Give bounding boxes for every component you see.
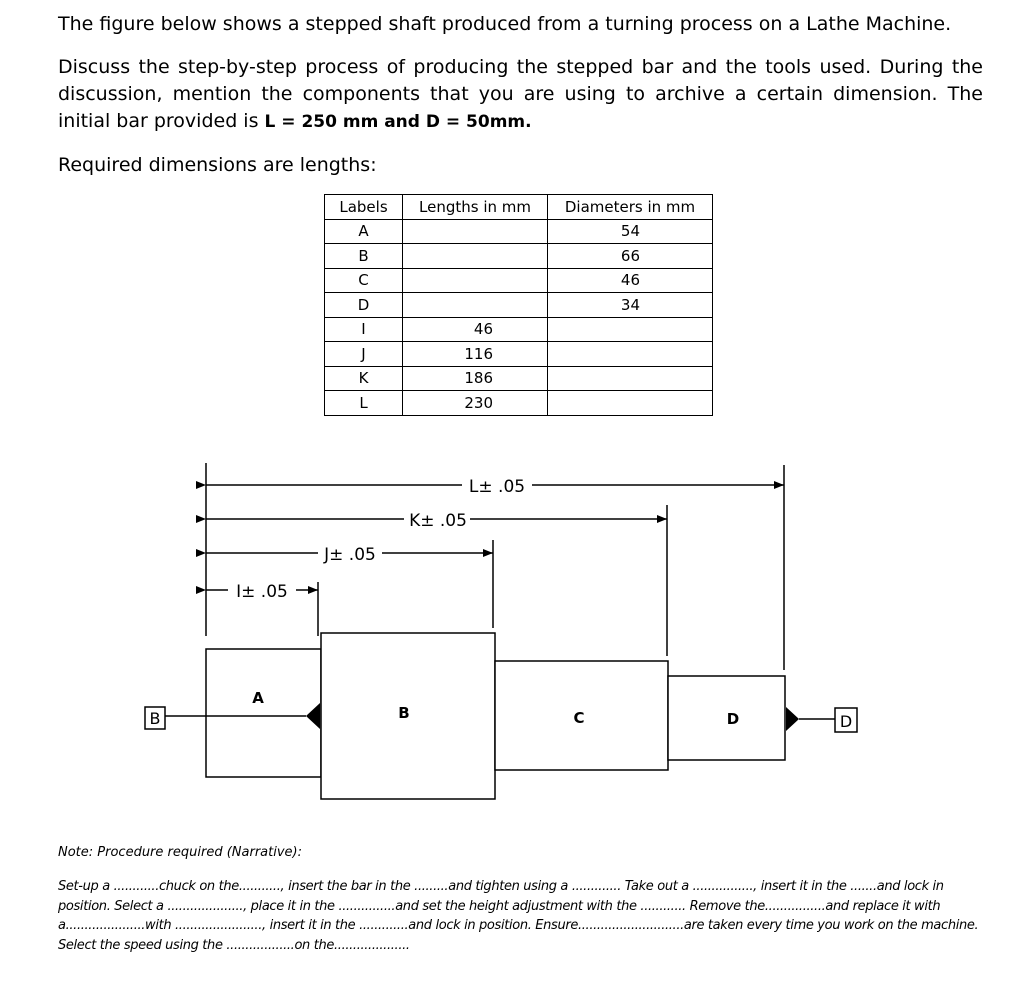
dim-label-i: I± .05 — [236, 582, 288, 602]
row-diameter: 46 — [548, 268, 713, 293]
row-diameter — [548, 366, 713, 391]
row-diameter: 54 — [548, 219, 713, 244]
table-header-row — [325, 195, 713, 220]
row-diameter — [548, 391, 713, 416]
header-diameters: Diameters in mm — [548, 195, 713, 220]
row-label: J — [325, 342, 403, 367]
row-label: C — [325, 268, 403, 293]
dim-label-j: J± .05 — [324, 545, 376, 565]
section-label-d: D — [726, 710, 740, 728]
row-length — [403, 244, 548, 269]
table-row — [325, 342, 713, 367]
dim-label-l: L± .05 — [468, 477, 526, 497]
shaft-section-a — [206, 649, 321, 777]
stepped-shaft-drawing — [0, 440, 1025, 840]
table-row — [325, 293, 713, 318]
intro-line: The figure below shows a stepped shaft produced from a turning process on a Lathe Machine. — [58, 13, 952, 35]
row-length — [403, 293, 548, 318]
dimensions-table — [324, 194, 713, 416]
header-lengths: Lengths in mm — [403, 195, 548, 220]
row-length: 46 — [403, 317, 548, 342]
datum-label-d: D — [839, 712, 853, 731]
discussion-paragraph — [58, 54, 983, 136]
discussion-text: Discuss the step-by-step process of producing the stepped bar and the tools used. During the discussion, mention the components that you are using to archive a certain dimension. The initial bar provided is — [58, 56, 983, 132]
row-diameter — [548, 317, 713, 342]
table-row — [325, 244, 713, 269]
table-row — [325, 366, 713, 391]
datum-label-b: B — [149, 709, 161, 728]
dim-label-k: K± .05 — [409, 511, 467, 531]
row-label: D — [325, 293, 403, 318]
note-body: Set-up a ............chuck on the..........., insert the bar in the .........and tighten using a ............. Take out a ................, insert it in the .......and lock in position. Select a ...................., place it in the ...............and set the height adjustment with the ............ Remove the................and replace it with a.....................with ......................., insert it in the .............and lock in position. Ensure............................are taken every time you work on the machine. Select the speed using the ..................on the.................... — [58, 879, 979, 953]
note-title: Note: Procedure required (Narrative): — [58, 845, 302, 860]
table-row — [325, 317, 713, 342]
row-length — [403, 268, 548, 293]
initial-bar-spec: L = 250 mm and D = 50mm. — [264, 112, 532, 132]
row-diameter: 34 — [548, 293, 713, 318]
row-label: B — [325, 244, 403, 269]
row-length — [403, 219, 548, 244]
row-diameter: 66 — [548, 244, 713, 269]
section-label-a: A — [252, 689, 264, 707]
table-row — [325, 219, 713, 244]
datum-triangle-d — [786, 707, 799, 731]
required-dimensions-heading: Required dimensions are lengths: — [58, 154, 377, 176]
table-row — [325, 391, 713, 416]
row-label: K — [325, 366, 403, 391]
row-label: A — [325, 219, 403, 244]
row-diameter — [548, 342, 713, 367]
row-length: 116 — [403, 342, 548, 367]
row-label: I — [325, 317, 403, 342]
row-label: L — [325, 391, 403, 416]
row-length: 230 — [403, 391, 548, 416]
section-label-b: B — [398, 704, 410, 722]
section-label-c: C — [573, 709, 585, 727]
table-row — [325, 268, 713, 293]
header-labels: Labels — [325, 195, 403, 220]
row-length: 186 — [403, 366, 548, 391]
